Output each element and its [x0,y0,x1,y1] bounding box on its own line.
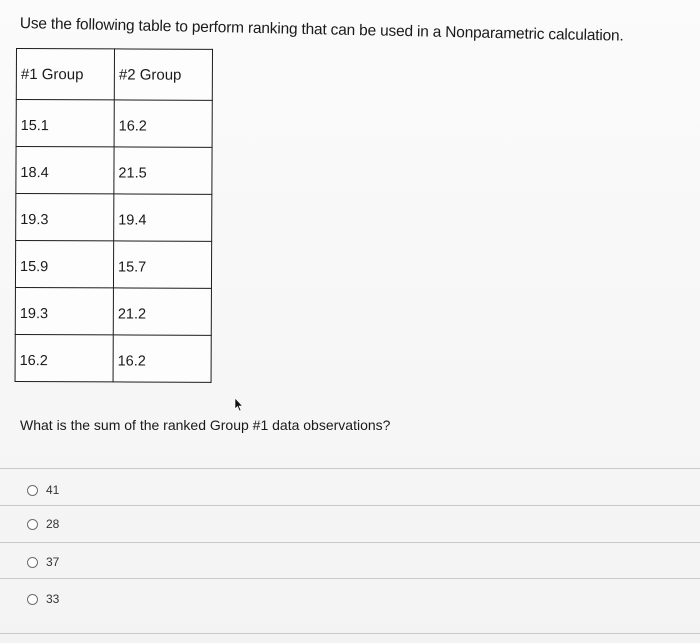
table-cell-group-2: 21.2 [113,288,211,335]
answer-option-2[interactable] [27,515,59,533]
divider [0,468,700,469]
data-table [15,48,213,383]
answer-option-4[interactable] [27,590,59,608]
table-row [15,241,211,289]
table-cell-group-2: 21.5 [114,147,212,194]
radio-button-icon[interactable] [27,485,38,496]
radio-button-icon[interactable] [27,519,38,530]
answer-option-1[interactable] [27,481,59,499]
table-row [15,287,211,335]
table-cell-group-1: 19.3 [15,287,113,334]
answer-option-label: 28 [46,517,60,531]
table-cell-group-1: 15.1 [16,100,114,147]
table-cell-group-2: 19.4 [114,194,212,241]
instruction-text: Use the following table to perform ranking that can be used in a Nonparametric calculation. [19,14,624,45]
table-cell-group-2: 16.2 [113,335,211,382]
radio-button-icon[interactable] [27,594,38,605]
radio-button-icon[interactable] [27,557,38,568]
table-cell-group-1: 18.4 [16,147,114,194]
table-cell-group-1: 19.3 [16,194,114,241]
question-text: What is the sum of the ranked Group #1 data observations? [20,417,391,433]
table-row [16,194,212,242]
table-row [16,147,212,195]
divider [0,542,700,543]
table-cell-group-1: 15.9 [15,241,113,288]
table-header-row [16,49,212,101]
column-header-group-1: #1 Group [16,49,114,100]
table-cell-group-2: 16.2 [114,100,212,147]
divider [0,633,700,634]
divider [0,578,700,579]
answer-option-3[interactable] [27,553,59,571]
divider [0,505,700,506]
table-row [15,334,211,382]
mouse-pointer-icon [234,398,244,412]
answer-option-label: 41 [46,483,60,497]
column-header-group-2: #2 Group [114,49,212,100]
answer-option-label: 37 [46,555,60,569]
table-row [16,100,212,148]
answer-option-label: 33 [46,592,60,606]
table-cell-group-2: 15.7 [113,241,211,288]
table-cell-group-1: 16.2 [15,334,113,381]
